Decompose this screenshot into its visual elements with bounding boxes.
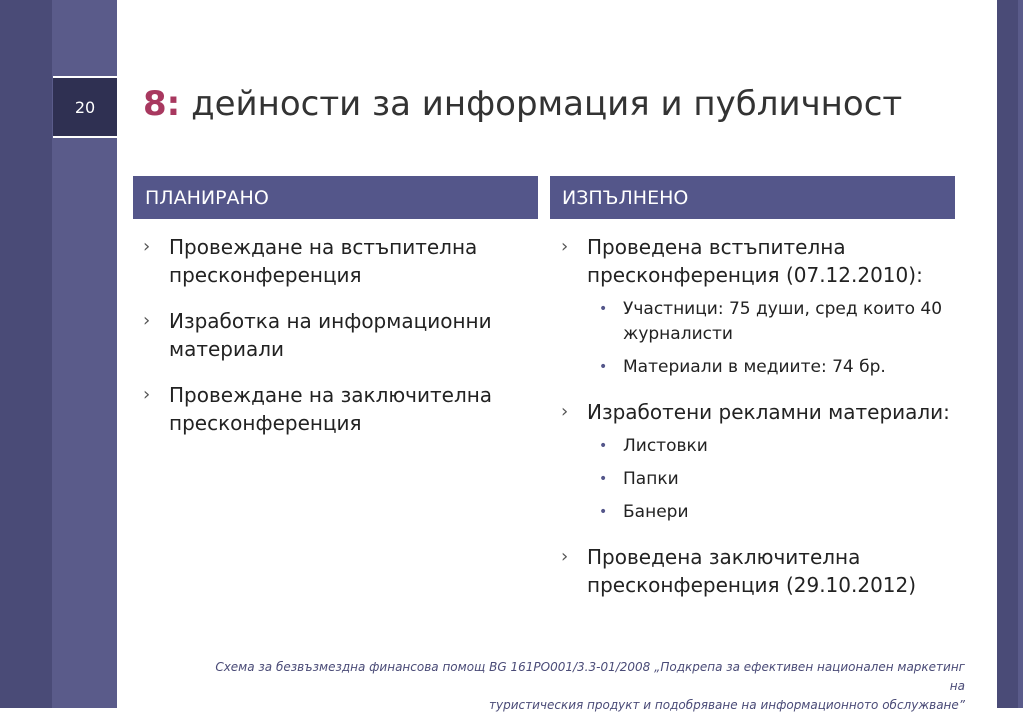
list-item <box>561 398 956 525</box>
sub-list-item-text: Папки <box>623 469 679 489</box>
bullet-icon: • <box>599 471 608 487</box>
footer-note <box>205 658 965 715</box>
sub-list-item-text: Банери <box>623 502 689 522</box>
chevron-right-icon: › <box>561 236 569 257</box>
sub-list-item <box>587 467 956 492</box>
sub-list-item-text: Участници: 75 души, сред които 40 журналисти <box>623 299 943 344</box>
list-item-text: Изработени рекламни материали: <box>587 400 950 424</box>
footer-line-1: Схема за безвъзмездна финансова помощ BG 161PO001/3.3-01/2008 „Подкрепа за ефективен национален маркетинг на <box>215 660 965 693</box>
list-item-text: Проведена встъпителна пресконференция (07.12.2010): <box>587 235 923 287</box>
bullet-icon: • <box>599 359 608 375</box>
list-item-text: Провеждане на встъпителна пресконференция <box>169 235 478 287</box>
sub-list-item-text: Материали в медиите: 74 бр. <box>623 357 886 377</box>
list-item <box>143 233 533 289</box>
list-item <box>561 543 956 599</box>
bullet-icon: • <box>599 438 608 454</box>
slide-number: 20 <box>53 76 117 138</box>
done-list <box>561 233 956 617</box>
list-item <box>143 307 533 363</box>
bullet-icon: • <box>599 301 608 317</box>
sub-list-item <box>587 500 956 525</box>
list-item-text: Провеждане на заключителна пресконференция <box>169 383 493 435</box>
footer-line-2: туристическия продукт и подобряване на информационното обслужване” <box>488 698 965 712</box>
chevron-right-icon: › <box>143 384 151 405</box>
chevron-right-icon: › <box>561 401 569 422</box>
chevron-right-icon: › <box>143 236 151 257</box>
chevron-right-icon: › <box>561 546 569 567</box>
sub-list <box>587 297 956 380</box>
sub-list-item <box>587 434 956 459</box>
list-item-text: Изработка на информационни материали <box>169 309 492 361</box>
list-item-text: Проведена заключителна пресконференция (29.10.2012) <box>587 545 917 597</box>
column-header-planned: ПЛАНИРАНО <box>133 176 538 219</box>
sub-list-item-text: Листовки <box>623 436 708 456</box>
title-number: 8: <box>143 84 181 124</box>
column-header-done: ИЗПЪЛНЕНО <box>550 176 955 219</box>
sub-list <box>587 434 956 525</box>
right-frame-bar-inner <box>1018 0 1023 708</box>
sub-list-item <box>587 297 956 347</box>
slide-title <box>143 84 902 124</box>
sub-list-item <box>587 355 956 380</box>
title-text: дейности за информация и публичност <box>191 84 903 124</box>
left-frame-bar <box>0 0 52 708</box>
chevron-right-icon: › <box>143 310 151 331</box>
list-item <box>143 381 533 437</box>
planned-list <box>143 233 533 455</box>
bullet-icon: • <box>599 504 608 520</box>
list-item <box>561 233 956 380</box>
